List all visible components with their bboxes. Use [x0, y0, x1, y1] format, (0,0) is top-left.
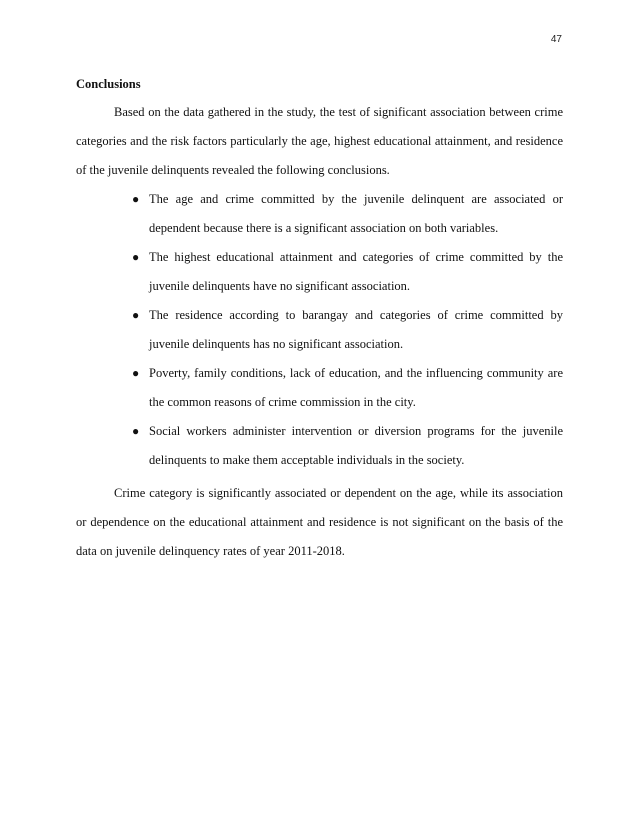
conclusions-list	[76, 185, 563, 475]
list-item-text: The highest educational attainment and categories of crime committed by the juvenile delinquents have no significant association.	[149, 250, 563, 293]
list-item-text: The residence according to barangay and categories of crime committed by juvenile delinquents has no significant association.	[149, 308, 563, 351]
list-item	[76, 359, 563, 417]
list-item	[76, 185, 563, 243]
intro-paragraph: Based on the data gathered in the study, the test of significant association between crime categories and the risk factors particularly the age, highest educational attainment, and residence of the juvenile delinquents revealed the following conclusions.	[76, 105, 563, 177]
bullet-dot-icon: ●	[132, 308, 140, 322]
closing-paragraph: Crime category is significantly associated or dependent on the age, while its association or dependence on the educational attainment and residence is not significant on the basis of the data on juvenile delinquency rates of year 2011-2018.	[76, 486, 563, 558]
page-number: 47	[550, 34, 562, 45]
list-item	[76, 301, 563, 359]
list-item-text: Social workers administer intervention or diversion programs for the juvenile delinquents to make them acceptable individuals in the society.	[149, 424, 563, 467]
bullet-dot-icon: ●	[132, 192, 140, 206]
list-item-text: The age and crime committed by the juvenile delinquent are associated or dependent because there is a significant association on both variables.	[149, 192, 563, 235]
list-item-text: Poverty, family conditions, lack of education, and the influencing community are the common reasons of crime commission in the city.	[149, 366, 563, 409]
document-body	[76, 70, 563, 566]
bullet-dot-icon: ●	[132, 366, 140, 380]
bullet-dot-icon: ●	[132, 250, 140, 264]
list-item	[76, 417, 563, 475]
section-heading: Conclusions	[76, 77, 141, 91]
list-item	[76, 243, 563, 301]
bullet-dot-icon: ●	[132, 424, 140, 438]
